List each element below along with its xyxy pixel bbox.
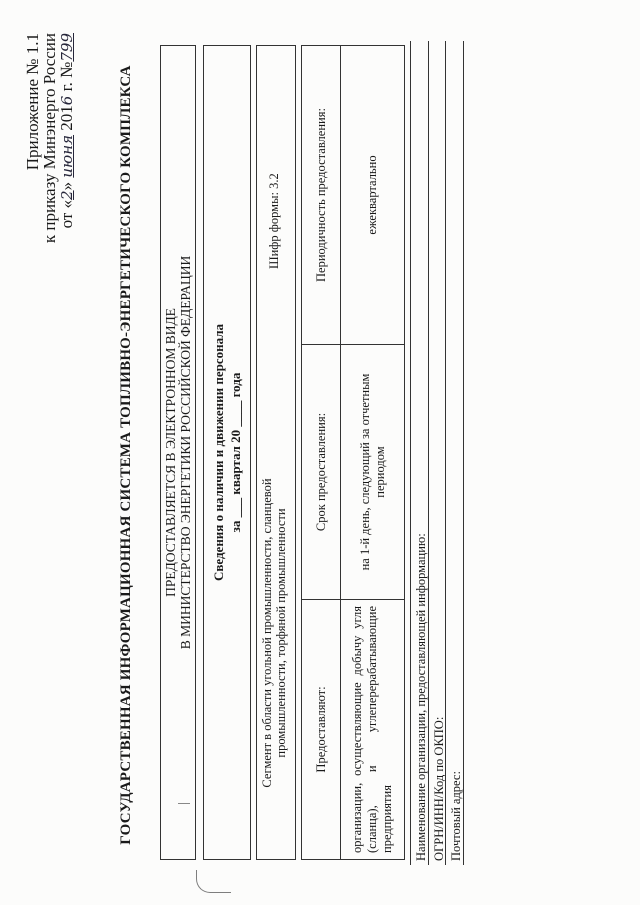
table-cell: ежеквартально [341,46,405,345]
date-mid: » [57,177,76,191]
date-prefix: от « [57,199,76,229]
segment-box [256,45,296,860]
appendix-header [24,33,76,293]
appendix-title: Приложение № 1.1 [23,33,42,171]
segment-text [260,413,288,853]
electronic-line-2: В МИНИСТЕРСТВО ЭНЕРГЕТИКИ РОССИЙСКОЙ ФЕДЕРАЦИИ [178,255,193,650]
date-year-prefix: 201 [57,105,76,135]
ogrn-field: ОГРН/ИНН/Код по ОКПО: [428,41,447,865]
table-header-row [302,46,341,860]
table-cell: организации, осуществляющие добычу угля (сланца), и углеперерабатывающие предприятия [341,600,405,860]
org-name-field: Наименование организации, предоставляющей информацию: [410,41,429,865]
header-cell: Срок предоставления: [302,345,341,600]
table-row [341,46,405,860]
form-title: Сведения о наличии и движении персонала [211,323,226,582]
appendix-order: к приказу Минэнерго России [40,33,59,244]
table-cell: на 1-й день, следующий за отчетным периодом [341,345,405,600]
header-cell: Предоставляют: [302,600,341,860]
appendix-date-line [58,33,76,293]
form-title-box [203,45,251,860]
segment-line-2: промышленности, торфяной промышленности [274,508,288,758]
header-cell: Периодичность предоставления: [302,46,341,345]
scan-artifact [196,870,231,893]
form-period: за ___ квартал 20 ____ года [228,372,243,533]
handwritten-order-number: 799 [58,33,76,62]
date-number-prefix: г. № [57,61,76,96]
handwritten-day: 2 [58,190,76,200]
submission-table [301,45,405,860]
handwritten-year-digit: 6 [58,95,76,106]
electronic-submission-box [160,45,196,860]
electronic-line-1: ПРЕДОСТАВЛЯЕТСЯ В ЭЛЕКТРОННОМ ВИДЕ [163,308,178,597]
address-field: Почтовый адрес: [445,41,464,865]
document-title: ГОСУДАРСТВЕННАЯ ИНФОРМАЦИОННАЯ СИСТЕМА ТОПЛИВНО-ЭНЕРГЕТИЧЕСКОГО КОМПЛЕКСА [118,65,134,845]
form-code: Шифр формы: 3.2 [267,173,281,269]
segment-line-1: Сегмент в области угольной промышленности, сланцевой [260,478,274,788]
handwritten-month: июня [58,134,76,178]
